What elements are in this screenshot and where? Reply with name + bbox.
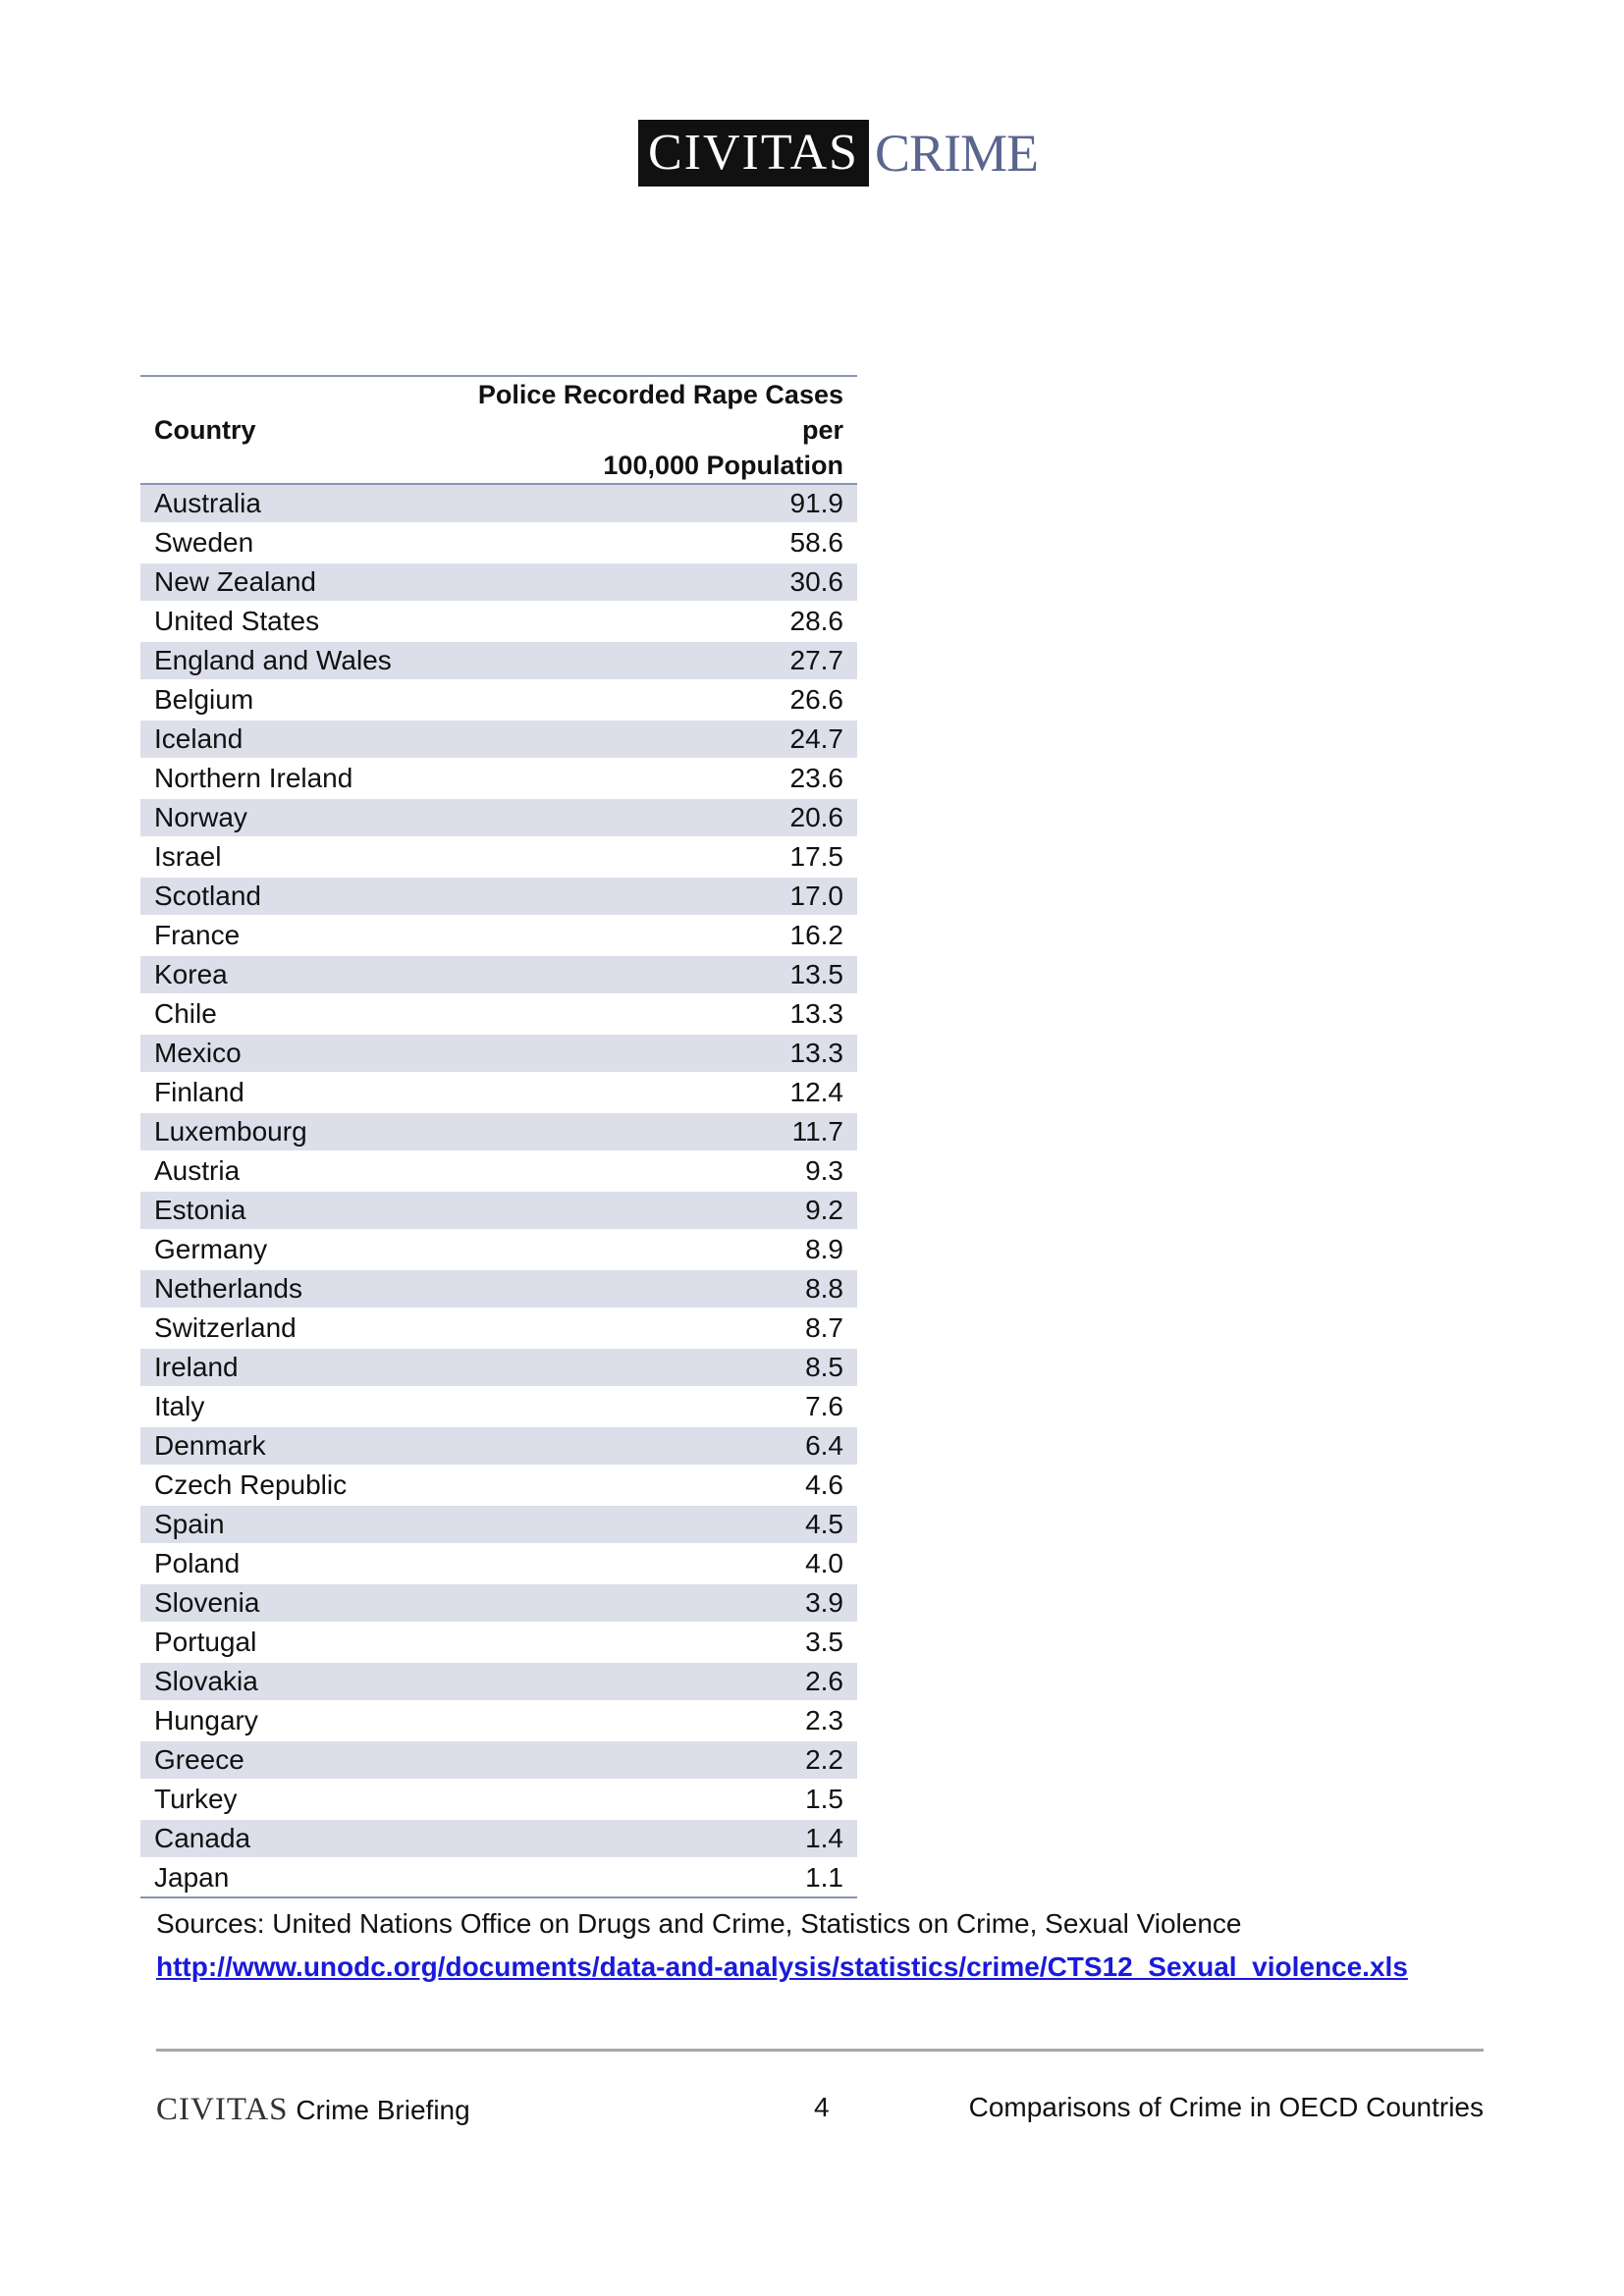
table-row: [140, 837, 857, 877]
country-cell: Northern Ireland: [140, 759, 423, 798]
table-row: [140, 720, 857, 759]
footer-left: [156, 2092, 470, 2128]
table-row: [140, 1623, 857, 1662]
table-row: [140, 1819, 857, 1858]
value-cell: 11.7: [423, 1112, 857, 1151]
value-cell: 13.3: [423, 994, 857, 1034]
value-cell: 1.1: [423, 1858, 857, 1897]
table-row: [140, 484, 857, 523]
value-cell: 4.6: [423, 1466, 857, 1505]
table-row: [140, 798, 857, 837]
country-cell: Finland: [140, 1073, 423, 1112]
country-cell: Austria: [140, 1151, 423, 1191]
value-cell: 16.2: [423, 916, 857, 955]
value-cell: 91.9: [423, 484, 857, 523]
country-cell: Japan: [140, 1858, 423, 1897]
value-cell: 30.6: [423, 562, 857, 602]
value-cell: 3.5: [423, 1623, 857, 1662]
value-cell: 4.5: [423, 1505, 857, 1544]
table-row: [140, 523, 857, 562]
value-cell: 13.3: [423, 1034, 857, 1073]
table-row: [140, 1740, 857, 1780]
country-cell: United States: [140, 602, 423, 641]
country-cell: Norway: [140, 798, 423, 837]
country-cell: Switzerland: [140, 1308, 423, 1348]
value-cell: 9.2: [423, 1191, 857, 1230]
table-row: [140, 1073, 857, 1112]
column-header-value-line1: Police Recorded Rape Cases per: [477, 380, 843, 445]
country-cell: New Zealand: [140, 562, 423, 602]
table-row: [140, 1034, 857, 1073]
value-cell: 1.5: [423, 1780, 857, 1819]
country-cell: Hungary: [140, 1701, 423, 1740]
country-cell: England and Wales: [140, 641, 423, 680]
country-cell: Spain: [140, 1505, 423, 1544]
sources-text: Sources: United Nations Office on Drugs and Crime, Statistics on Crime, Sexual Violence: [156, 1908, 1242, 1939]
table-row: [140, 1505, 857, 1544]
column-header-country: Country: [140, 376, 423, 484]
country-cell: Israel: [140, 837, 423, 877]
value-cell: 1.4: [423, 1819, 857, 1858]
value-cell: 26.6: [423, 680, 857, 720]
table-row: [140, 994, 857, 1034]
value-cell: 2.6: [423, 1662, 857, 1701]
table-row: [140, 641, 857, 680]
country-cell: Poland: [140, 1544, 423, 1583]
value-cell: 8.5: [423, 1348, 857, 1387]
sources-note: [156, 1902, 1531, 1989]
table-row: [140, 680, 857, 720]
table-row: [140, 1269, 857, 1308]
country-cell: Sweden: [140, 523, 423, 562]
value-cell: 12.4: [423, 1073, 857, 1112]
country-cell: Slovenia: [140, 1583, 423, 1623]
country-cell: Netherlands: [140, 1269, 423, 1308]
footer-divider: [156, 2049, 1484, 2052]
country-cell: Turkey: [140, 1780, 423, 1819]
value-cell: 27.7: [423, 641, 857, 680]
footer-brand: CIVITAS: [156, 2092, 289, 2127]
country-cell: Ireland: [140, 1348, 423, 1387]
table-row: [140, 877, 857, 916]
country-cell: Germany: [140, 1230, 423, 1269]
table-row: [140, 1191, 857, 1230]
rape-cases-table: [140, 375, 857, 1898]
country-cell: Iceland: [140, 720, 423, 759]
value-cell: 2.2: [423, 1740, 857, 1780]
value-cell: 6.4: [423, 1426, 857, 1466]
country-cell: Scotland: [140, 877, 423, 916]
country-cell: Australia: [140, 484, 423, 523]
country-cell: Portugal: [140, 1623, 423, 1662]
table-header-row: [140, 376, 857, 484]
value-cell: 17.5: [423, 837, 857, 877]
table-row: [140, 1583, 857, 1623]
table-row: [140, 1230, 857, 1269]
table-row: [140, 1701, 857, 1740]
value-cell: 9.3: [423, 1151, 857, 1191]
country-cell: Czech Republic: [140, 1466, 423, 1505]
column-header-value: [423, 376, 857, 484]
table-row: [140, 759, 857, 798]
table-body: [140, 484, 857, 1897]
country-cell: Denmark: [140, 1426, 423, 1466]
value-cell: 24.7: [423, 720, 857, 759]
country-cell: Slovakia: [140, 1662, 423, 1701]
table-row: [140, 1662, 857, 1701]
table-row: [140, 1426, 857, 1466]
table-row: [140, 602, 857, 641]
footer-left-text: Crime Briefing: [296, 2095, 470, 2125]
logo-civitas: CIVITAS: [638, 120, 869, 187]
sources-link[interactable]: http://www.unodc.org/documents/data-and-analysis/statistics/crime/CTS12_Sexual_violence.xls: [156, 1951, 1408, 1982]
table-row: [140, 1348, 857, 1387]
country-cell: Estonia: [140, 1191, 423, 1230]
value-cell: 3.9: [423, 1583, 857, 1623]
footer-right-text: Comparisons of Crime in OECD Countries: [968, 2092, 1484, 2122]
table-row: [140, 1466, 857, 1505]
value-cell: 58.6: [423, 523, 857, 562]
table-row: [140, 1308, 857, 1348]
value-cell: 23.6: [423, 759, 857, 798]
table-row: [140, 1112, 857, 1151]
value-cell: 8.8: [423, 1269, 857, 1308]
table-row: [140, 1544, 857, 1583]
country-cell: Belgium: [140, 680, 423, 720]
country-cell: Mexico: [140, 1034, 423, 1073]
table-row: [140, 1387, 857, 1426]
country-cell: France: [140, 916, 423, 955]
value-cell: 13.5: [423, 955, 857, 994]
value-cell: 8.9: [423, 1230, 857, 1269]
logo-crime: CRIME: [874, 124, 1038, 183]
country-cell: Chile: [140, 994, 423, 1034]
page-number: 4: [814, 2092, 830, 2122]
country-cell: Luxembourg: [140, 1112, 423, 1151]
column-header-value-line2: 100,000 Population: [603, 451, 843, 480]
country-cell: Greece: [140, 1740, 423, 1780]
country-cell: Canada: [140, 1819, 423, 1858]
country-cell: Italy: [140, 1387, 423, 1426]
table-row: [140, 1151, 857, 1191]
value-cell: 17.0: [423, 877, 857, 916]
civitas-crime-logo: [638, 119, 1038, 187]
value-cell: 20.6: [423, 798, 857, 837]
value-cell: 8.7: [423, 1308, 857, 1348]
value-cell: 7.6: [423, 1387, 857, 1426]
country-cell: Korea: [140, 955, 423, 994]
table-row: [140, 1858, 857, 1897]
table-row: [140, 562, 857, 602]
table-row: [140, 1780, 857, 1819]
value-cell: 28.6: [423, 602, 857, 641]
table-row: [140, 916, 857, 955]
value-cell: 2.3: [423, 1701, 857, 1740]
value-cell: 4.0: [423, 1544, 857, 1583]
page-footer: [156, 2092, 1484, 2135]
table-row: [140, 955, 857, 994]
